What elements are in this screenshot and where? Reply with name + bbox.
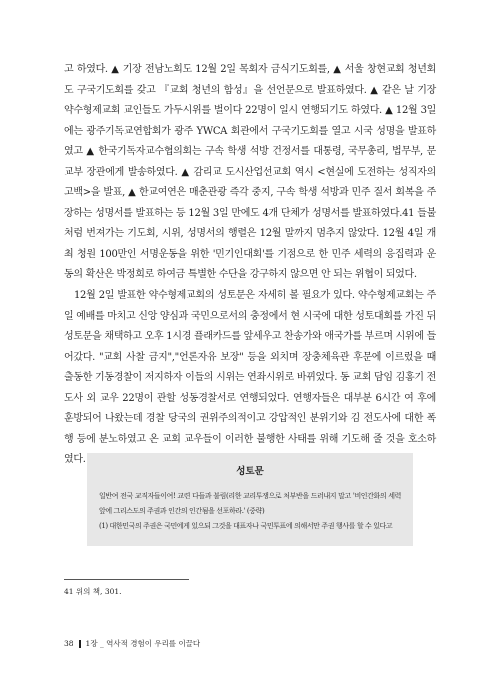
page-footer [64,638,200,649]
footnote-divider [64,579,189,580]
folio-separator [79,640,81,648]
body-text [64,60,436,471]
statement-box-title: 성토문 [236,466,264,477]
footnote: 41 위의 책, 301. [64,587,122,596]
paragraph-2: 12월 2일 발표한 약수형제교회의 성토문은 자세히 볼 필요가 있다. 약수형제교회는 주일 예배를 마치고 신앙 양심과 국민으로서의 충정에서 현 시국에 대한 성토대회를 가진 뒤 성토문을 채택하고 오후 1시경 플래카드를 앞세우고 찬송가와 애국가를 부르며 시위에 들어갔다. "교회 사찰 금지","언론자유 보장" 등을 외치며 장충체육관 후문에 이르렀을 때 출동한 기동경찰이 저지하자 이들의 시위는 연좌시위로 바뀌었다. 동 교회 담임 김홍기 전도사 외 교우 22명이 관할 성동경찰서로 연행되었다. 연행자들은 대부분 6시간 여 후에 훈방되어 나왔는데 경찰 당국의 권위주의적이고 강압적인 분위기와 김 전도사에 대한 폭행 등에 분노하였고 온 교회 교우들이 이러한 불행한 사태를 위해 기도해 줄 것을 호소하였다. [64,290,436,466]
page-number: 38 [64,639,74,648]
paragraph-1: 고 하였다. ▲ 기장 전남노회도 12월 2일 목회자 금식기도회를, ▲ 서울 창현교회 청년회도 구국기도회를 갖고 『교회 청년의 함성』을 선언문으로 발표하였다. ▲ 같은 날 기장 약수형제교회 교인들도 가두시위를 벌이다 22명이 일시 연행되기도 하였다. ▲ 12월 3일에는 광주기독교연합회가 광주 YWCA 회관에서 구국기도회를 열고 시국 성명을 발표하였고 ▲ 한국기독자교수협의회는 구속 학생 석방 건정서를 대통령, 국무총리, 법무부, 문교부 장관에게 발송하였다. ▲ 감리교 도시산업선교회 역시 <현실에 도전하는 성직자의 고백>을 발표, ▲ 한교여연은 매춘관광 즉각 중지, 구속 학생 석방과 민주 질서 회복을 주장하는 성명서를 발표하는 등 12월 3일 만에도 4개 단체가 성명서를 발표하였다.41 들불처럼 번져가는 기도회, 시위, 성명서의 행렬은 12월 말까지 멈추지 않았다. 12월 4일 개최 청원 100만인 서명운동을 위한 '민기인대회'를 기점으로 한 민주 세력의 응집력과 운동의 확산은 박정희로 하여금 특별한 수단을 강구하지 않으면 안 되는 위협이 되었다. [64,64,436,281]
statement-box [87,453,413,546]
statement-box-body [99,489,401,534]
statement-item-1: (1) 대한민국의 주권은 국민에게 있으되 그것을 대표자나 국민투표에 의해서만 주권 행사를 할 수 있다고 [99,522,393,530]
statement-intro: 일반여 전국 교직자들이여! 교련 다들과 불림(리한 교리투쟁으로 처부반을 드러내지 말고 '비인간화의 세력 앞에 그리스도의 주권과 인간의 인간됨을 선포하라.' (중략) [99,492,401,515]
running-chapter-title: 1장 _ 역사적 경험이 우리를 이끌다 [85,639,201,648]
